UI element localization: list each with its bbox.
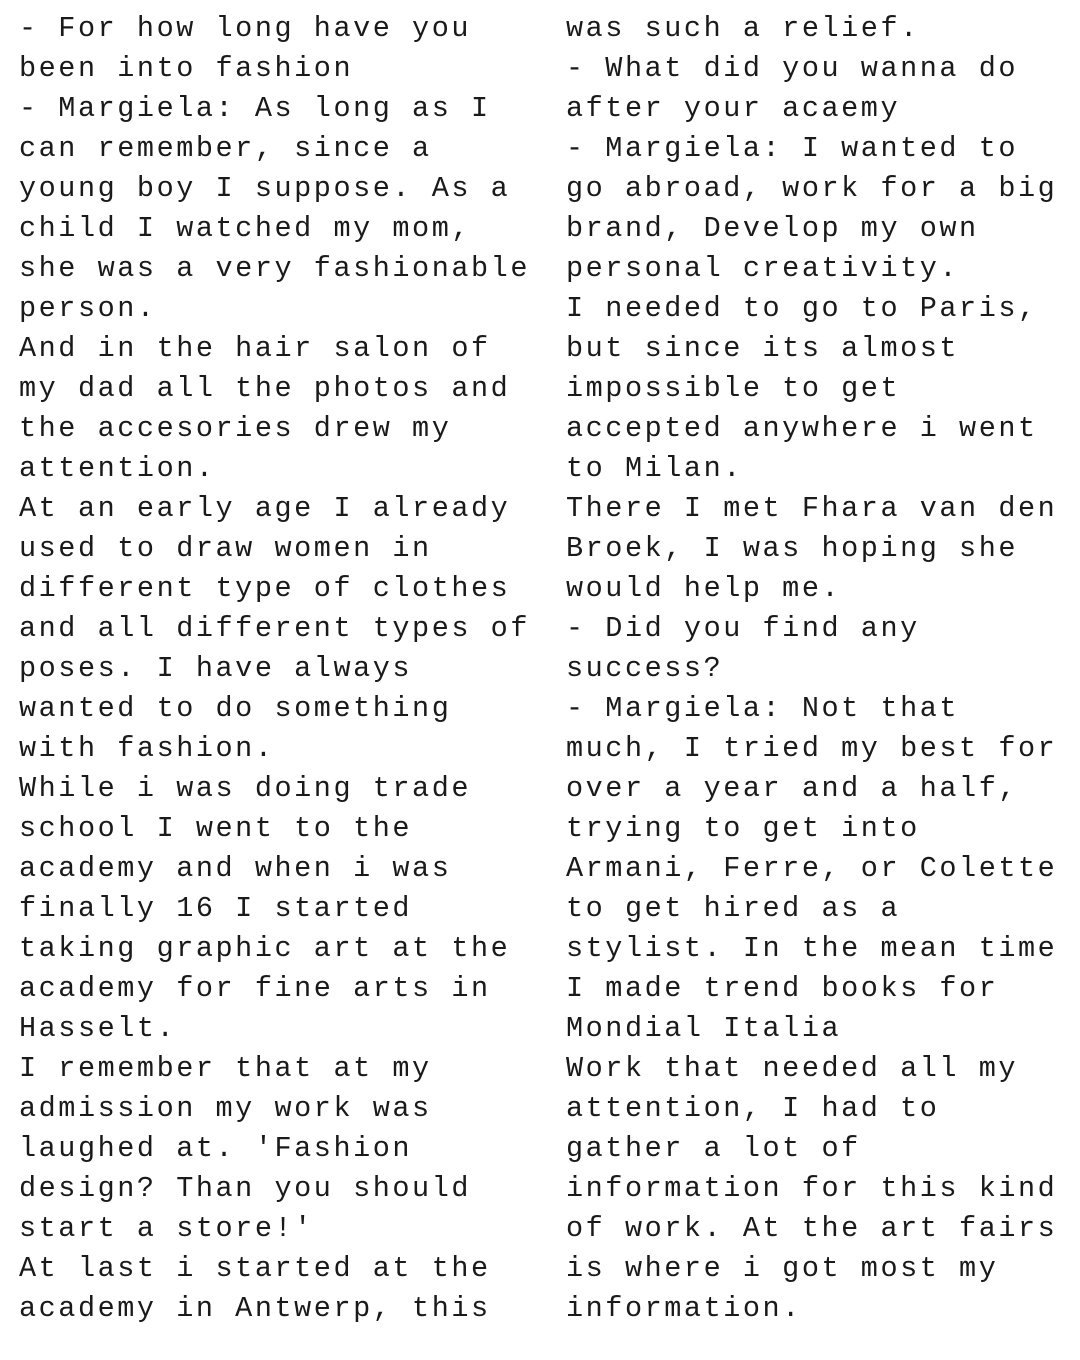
text-line: academy and when i was bbox=[19, 852, 452, 885]
left-text-column bbox=[19, 9, 549, 1329]
text-line: school I went to the bbox=[19, 812, 413, 845]
text-line: finally 16 I started bbox=[19, 892, 413, 925]
text-line: I made trend books for bbox=[566, 972, 999, 1005]
text-line: to Milan. bbox=[566, 452, 743, 485]
text-line: stylist. In the mean time bbox=[566, 932, 1058, 965]
text-line: Hasselt. bbox=[19, 1012, 177, 1045]
text-line: academy for fine arts in bbox=[19, 972, 491, 1005]
text-line: of work. At the art fairs bbox=[566, 1212, 1058, 1245]
text-line: she was a very fashionable bbox=[19, 252, 530, 285]
text-line: At an early age I already bbox=[19, 492, 511, 525]
text-line: poses. I have always bbox=[19, 652, 413, 685]
text-line: - What did you wanna do bbox=[566, 52, 1019, 85]
text-line: can remember, since a bbox=[19, 132, 432, 165]
text-line: - For how long have you bbox=[19, 12, 472, 45]
text-line: gather a lot of bbox=[566, 1132, 861, 1165]
text-line: academy in Antwerp, this bbox=[19, 1292, 491, 1325]
text-line: wanted to do something bbox=[19, 692, 452, 725]
text-line: would help me. bbox=[566, 572, 842, 605]
text-line: after your acaemy bbox=[566, 92, 901, 125]
text-line: Armani, Ferre, or Colette bbox=[566, 852, 1058, 885]
text-line: used to draw women in bbox=[19, 532, 432, 565]
text-line: over a year and a half, bbox=[566, 772, 1019, 805]
text-line: person. bbox=[19, 292, 157, 325]
text-line: taking graphic art at the bbox=[19, 932, 511, 965]
text-line: and all different types of bbox=[19, 612, 530, 645]
text-line: Broek, I was hoping she bbox=[566, 532, 1019, 565]
text-line: with fashion. bbox=[19, 732, 275, 765]
text-line: my dad all the photos and bbox=[19, 372, 511, 405]
text-line: design? Than you should bbox=[19, 1172, 472, 1205]
text-line: impossible to get bbox=[566, 372, 901, 405]
text-line: child I watched my mom, bbox=[19, 212, 472, 245]
text-line: was such a relief. bbox=[566, 12, 920, 45]
text-line: the accesories drew my bbox=[19, 412, 452, 445]
text-line: information for this kind bbox=[566, 1172, 1058, 1205]
text-line: While i was doing trade bbox=[19, 772, 472, 805]
text-line: but since its almost bbox=[566, 332, 960, 365]
text-line: been into fashion bbox=[19, 52, 354, 85]
text-line: accepted anywhere i went bbox=[566, 412, 1038, 445]
text-line: success? bbox=[566, 652, 724, 685]
text-line: laughed at. 'Fashion bbox=[19, 1132, 413, 1165]
text-line: much, I tried my best for bbox=[566, 732, 1058, 765]
text-line: to get hired as a bbox=[566, 892, 901, 925]
text-line: go abroad, work for a big bbox=[566, 172, 1058, 205]
text-line: admission my work was bbox=[19, 1092, 432, 1125]
text-line: personal creativity. bbox=[566, 252, 960, 285]
text-line: There I met Fhara van den bbox=[566, 492, 1058, 525]
text-line: I remember that at my bbox=[19, 1052, 432, 1085]
text-line: trying to get into bbox=[566, 812, 920, 845]
text-line: brand, Develop my own bbox=[566, 212, 979, 245]
text-line: information. bbox=[566, 1292, 802, 1325]
text-line: different type of clothes bbox=[19, 572, 511, 605]
text-line: is where i got most my bbox=[566, 1252, 999, 1285]
text-line: attention, I had to bbox=[566, 1092, 940, 1125]
text-line: Work that needed all my bbox=[566, 1052, 1019, 1085]
text-line: young boy I suppose. As a bbox=[19, 172, 511, 205]
text-line: - Margiela: I wanted to bbox=[566, 132, 1019, 165]
text-line: - Did you find any bbox=[566, 612, 920, 645]
text-line: attention. bbox=[19, 452, 216, 485]
text-line: - Margiela: As long as I bbox=[19, 92, 491, 125]
right-text-column bbox=[566, 9, 1076, 1329]
text-line: Mondial Italia bbox=[566, 1012, 842, 1045]
text-line: - Margiela: Not that bbox=[566, 692, 960, 725]
text-line: And in the hair salon of bbox=[19, 332, 491, 365]
text-line: At last i started at the bbox=[19, 1252, 491, 1285]
text-line: I needed to go to Paris, bbox=[566, 292, 1038, 325]
text-line: start a store!' bbox=[19, 1212, 314, 1245]
